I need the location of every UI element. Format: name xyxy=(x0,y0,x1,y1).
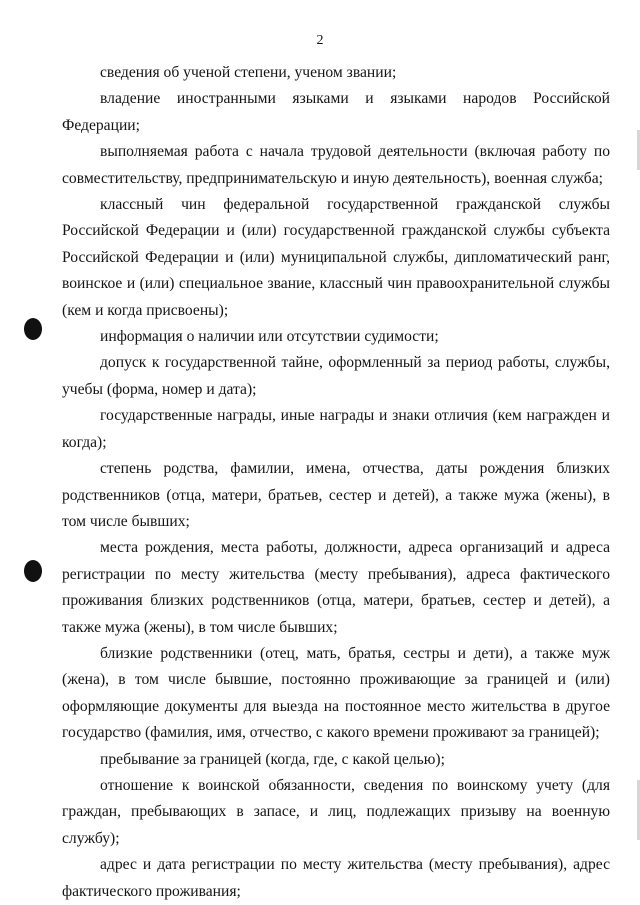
paragraph-languages: владение иностранными языками и языками народов Российской Федерации; xyxy=(62,90,610,134)
paragraph-relatives: степень родства, фамилии, имена, отчества, даты рождения близких родственников (отца, матери, братьев, сестер и детей), а также мужа (жены), в том числе бывших; xyxy=(62,460,610,530)
paragraph-criminal-record: информация о наличии или отсутствии судимости; xyxy=(100,328,439,346)
paragraph-awards: государственные награды, иные награды и знаки отличия (кем награжден и когда); xyxy=(62,407,610,451)
paragraph-work-history: выполняемая работа с начала трудовой деятельности (включая работу по совместительству, предпринимательскую и иную деятельность), военная служба; xyxy=(62,143,610,187)
paragraph-academic-degree: сведения об ученой степени, ученом звании; xyxy=(100,64,397,81)
paragraph-stay-abroad: пребывание за границей (когда, где, с какой целью); xyxy=(100,750,445,768)
paragraph-military-duty: отношение к воинской обязанности, сведения по воинскому учету (для граждан, пребывающих в запасе, и лиц, подлежащих призыву на военную службу); xyxy=(62,776,610,847)
binder-hole-top xyxy=(24,318,42,340)
document-body xyxy=(62,60,610,905)
paragraph-relatives-addresses: места рождения, места работы, должности, адреса организаций и адреса регистрации по месту жительства (месту пребывания), адреса фактического проживания близких родственников (отца, матери, братьев, сестер и детей), а также мужа (жены), в том числе бывших; xyxy=(62,539,610,636)
paragraph-registration-address: адрес и дата регистрации по месту жительства (месту пребывания), адрес фактического проживания; xyxy=(62,856,610,900)
paragraph-state-secret-access: допуск к государственной тайне, оформленный за период работы, службы, учебы (форма, номер и дата); xyxy=(62,354,610,398)
paragraph-relatives-abroad: близкие родственники (отец, мать, братья, сестры и дети), а также муж (жена), в том числе бывшие, постоянно проживающие за границей и (или) оформляющие документы для выезда на постоянное место жительства в другое государство (фамилия, имя, отчество, с какого времени проживают за границей); xyxy=(62,644,610,742)
binder-hole-bottom xyxy=(24,560,42,582)
page-number: 2 xyxy=(316,33,324,48)
paragraph-class-rank: классный чин федеральной государственной гражданской службы Российской Федерации и (или) государственной гражданской службы субъекта Российской Федерации и (или) муниципальной службы, дипломатический ранг, воинское и (или) специальное звание, классный чин правоохранительной службы (кем и когда присвоены); xyxy=(62,196,610,319)
